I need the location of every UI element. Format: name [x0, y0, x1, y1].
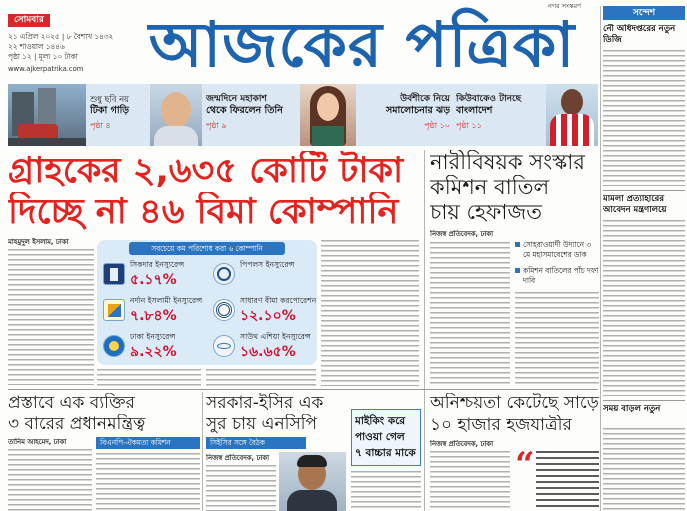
- brief-divider: [603, 400, 685, 401]
- edition-info: [8, 7, 124, 77]
- payment-percent: ১২.১০%: [240, 308, 296, 324]
- sidebar-briefs: [603, 6, 685, 511]
- teaser-page: পৃষ্ঠা ৪: [90, 121, 111, 130]
- quote-mark-icon: [515, 448, 535, 472]
- teaser-title: জন্মদিনে মহাকাশ: [206, 94, 267, 104]
- logo-mark-shape: [217, 267, 231, 281]
- second-lead-byline: নিজস্ব প্রতিবেদক, ঢাকা: [430, 230, 494, 238]
- pm-term-headline: প্রস্তাবে এক ব্যক্তির: [8, 393, 135, 413]
- teaser-page: পৃষ্ঠা ৯: [206, 121, 227, 130]
- ncp-headline: সরকার-ইসির এক: [206, 393, 324, 413]
- circle-logo-icon: [103, 335, 125, 357]
- hajj-byline: নিজস্ব প্রতিবেদক, ঢাকা: [430, 440, 494, 448]
- astronaut-portrait-photo: [150, 84, 202, 146]
- road-shape: [8, 138, 86, 146]
- lead-headline-line-2: দিচ্ছে না ৪৬ বিমা কোম্পানি: [8, 192, 399, 232]
- bullet-point: [515, 240, 599, 262]
- lead-body-text: [321, 240, 419, 386]
- teaser-page: পৃষ্ঠা ১০: [424, 121, 450, 130]
- hajj-headline: ১০ হাজার হজযাত্রীর: [430, 415, 572, 435]
- teaser-text: [456, 84, 544, 146]
- company-name: ঢাকা ইনস্যুরেন্স: [130, 332, 176, 341]
- lead-byline: মাহমুদুল ইসলাম, ঢাকা: [8, 238, 69, 246]
- shirt-shape: [154, 126, 198, 146]
- logo-mark-shape: [108, 304, 121, 317]
- teaser-strip: [8, 84, 598, 146]
- pm-term-label: বিএনপি-ঐকমত্য কমিশন: [96, 437, 200, 449]
- ncp-headline: সুর চায় এনসিপি: [206, 414, 318, 434]
- teaser-title: টিকা গাড়ি: [90, 105, 130, 116]
- date-line: ২১ এপ্রিল ২০২৫ | ৮ বৈশাখ ১৪৩২: [8, 32, 114, 41]
- n-letter-logo-icon: [103, 299, 125, 321]
- face-shape: [317, 93, 339, 121]
- face-shape: [561, 89, 583, 115]
- teaser-line: শুধু ছবি নয়: [90, 94, 129, 104]
- globe-logo-icon: [213, 263, 235, 285]
- pm-term-byline: তানিম আহমেদ, ঢাকা: [8, 438, 67, 446]
- face-shape: [161, 92, 191, 128]
- day-badge: সোমবার: [8, 14, 50, 27]
- mother-headline: ৭ বাচ্চার মাকে: [355, 447, 416, 459]
- bullet-text: সোহরাওয়ার্দী উদ্যানে ৩ মে মহাসমাবেশের ডাক: [523, 240, 591, 259]
- politician-portrait-photo: [279, 452, 346, 511]
- bullet-square-icon: [515, 268, 520, 273]
- teaser-title: থেকে ফিরলেন তিনি: [206, 105, 283, 116]
- brief-title: মামলা প্রত্যাহারের আবেদন মন্ত্রণালয়ে: [603, 194, 667, 215]
- column-divider: [202, 392, 203, 511]
- payment-percent: ১৬.৬৫%: [240, 344, 296, 360]
- second-lead-headline: কমিশন বাতিল: [430, 175, 550, 199]
- ncp-label: সিইসির সঙ্গে বৈঠক: [206, 437, 306, 449]
- infographic-title: সবচেয়ে কম পরিশোধ করা ৬ কোম্পানি: [129, 242, 285, 255]
- footballer-photo: [546, 84, 598, 146]
- payment-percent: ৭.৮৪%: [130, 308, 177, 324]
- second-lead-headline: চায় হেফাজত: [430, 200, 543, 224]
- seal-logo-icon: [213, 299, 235, 321]
- ncp-body-text: [206, 465, 276, 511]
- mother-body-text: [351, 471, 421, 511]
- insurance-infographic: [97, 240, 317, 365]
- brief-body-text: [603, 50, 685, 186]
- payment-percent: ৯.২২%: [130, 344, 177, 360]
- teaser-title: বাংলাদেশ: [456, 105, 493, 116]
- logo-mark-shape: [109, 341, 119, 351]
- company-name: সিকদার ইনস্যুরেন্স: [130, 260, 185, 269]
- second-lead-body-text: [430, 242, 510, 386]
- bullet-square-icon: [515, 242, 520, 247]
- lead-headline-line-1: গ্রাহকের ২,৬৩৫ কোটি টাকা: [8, 151, 404, 191]
- sidebar-divider: [600, 6, 601, 511]
- car-shape: [18, 124, 58, 138]
- infographic-item: [213, 332, 317, 365]
- bullet-text: কমিশন বাতিলের পাঁচ দফা দাবি: [523, 266, 599, 285]
- actress-photo: [300, 84, 356, 146]
- tower-shape: [110, 268, 118, 281]
- ncp-byline: নিজস্ব প্রতিবেদক, ঢাকা: [206, 454, 270, 462]
- infographic-item: [103, 296, 211, 330]
- hajj-pull-quote-text: [536, 451, 599, 511]
- lead-body-text: [206, 369, 316, 386]
- hair-shape: [297, 455, 327, 467]
- hajj-headline: অনিশ্চয়তা কেটেছে সাড়ে: [430, 393, 599, 413]
- second-lead-body-text: [515, 292, 599, 386]
- column-divider: [424, 150, 425, 511]
- infographic-item: [213, 260, 317, 294]
- edition-name: নগর সংস্করণ: [548, 2, 582, 10]
- street-car-photo: [8, 84, 86, 146]
- brief-divider: [603, 190, 685, 191]
- infographic-item: [103, 260, 211, 294]
- shirt-shape: [287, 490, 337, 511]
- brief-body-text: [603, 220, 685, 396]
- brief-title: সময় বাড়ল নতুন: [603, 404, 661, 414]
- lead-body-text: [8, 249, 94, 385]
- website: www.ajkerpatrika.com: [8, 65, 84, 73]
- bullet-point: [515, 266, 599, 288]
- teaser-title: উর্বশীকে নিয়ে: [400, 94, 450, 104]
- teaser-text: [206, 84, 300, 146]
- infographic-item: [213, 296, 317, 330]
- brief-body-text: [603, 428, 685, 511]
- dress-shape: [312, 126, 344, 146]
- masthead-title: আজকের পত্রিকা: [148, 8, 576, 81]
- logo-mark-shape: [216, 302, 232, 318]
- company-name: পিপলস ইনস্যুরেন্স: [240, 260, 295, 269]
- orbit-logo-icon: [213, 335, 235, 357]
- infographic-item: [103, 332, 211, 365]
- company-name: সাউথ এশিয়া ইনস্যুরেন্স: [240, 332, 311, 341]
- hajj-body-text: [430, 451, 510, 511]
- building-logo-icon: [103, 263, 125, 285]
- striped-jersey-shape: [550, 114, 594, 146]
- second-lead-headline: নারীবিষয়ক সংস্কার: [430, 150, 585, 174]
- teaser-title: সমালোচনার ঝড়: [385, 105, 450, 116]
- sidebar-header: সন্দেশ: [603, 6, 685, 20]
- payment-percent: ৫.১৭%: [130, 272, 177, 288]
- pm-term-body-text: [8, 449, 92, 511]
- teaser-title: কিউবাকেও টানছে: [456, 94, 522, 104]
- pages-price: পৃষ্ঠা ১২ | মূল্য ১০ টাকা: [8, 52, 78, 61]
- mother-headline: পাওয়া গেল: [355, 431, 405, 443]
- section-divider: [8, 389, 598, 390]
- company-name: নর্দান ইসলামী ইনস্যুরেন্স: [130, 296, 203, 305]
- teaser-text: [90, 84, 150, 146]
- teaser-text: [360, 84, 450, 146]
- missing-mother-box: [351, 409, 421, 466]
- mother-headline: মাইকিং করে: [355, 415, 406, 427]
- company-name: সাধারণ বীমা করপোরেশন: [240, 296, 317, 305]
- pm-term-headline: ৩ বারের প্রধানমন্ত্রিত্ব: [8, 414, 146, 434]
- lead-body-text: [97, 369, 201, 386]
- brief-title: নৌ অধিদপ্তরের নতুন ডিজি: [603, 24, 676, 45]
- pm-term-body-text: [96, 453, 200, 511]
- hijri-date: ২২ শাওয়াল ১৪৪৬: [8, 42, 65, 51]
- logo-mark-shape: [217, 343, 231, 349]
- teaser-page: পৃষ্ঠা ১১: [456, 121, 482, 130]
